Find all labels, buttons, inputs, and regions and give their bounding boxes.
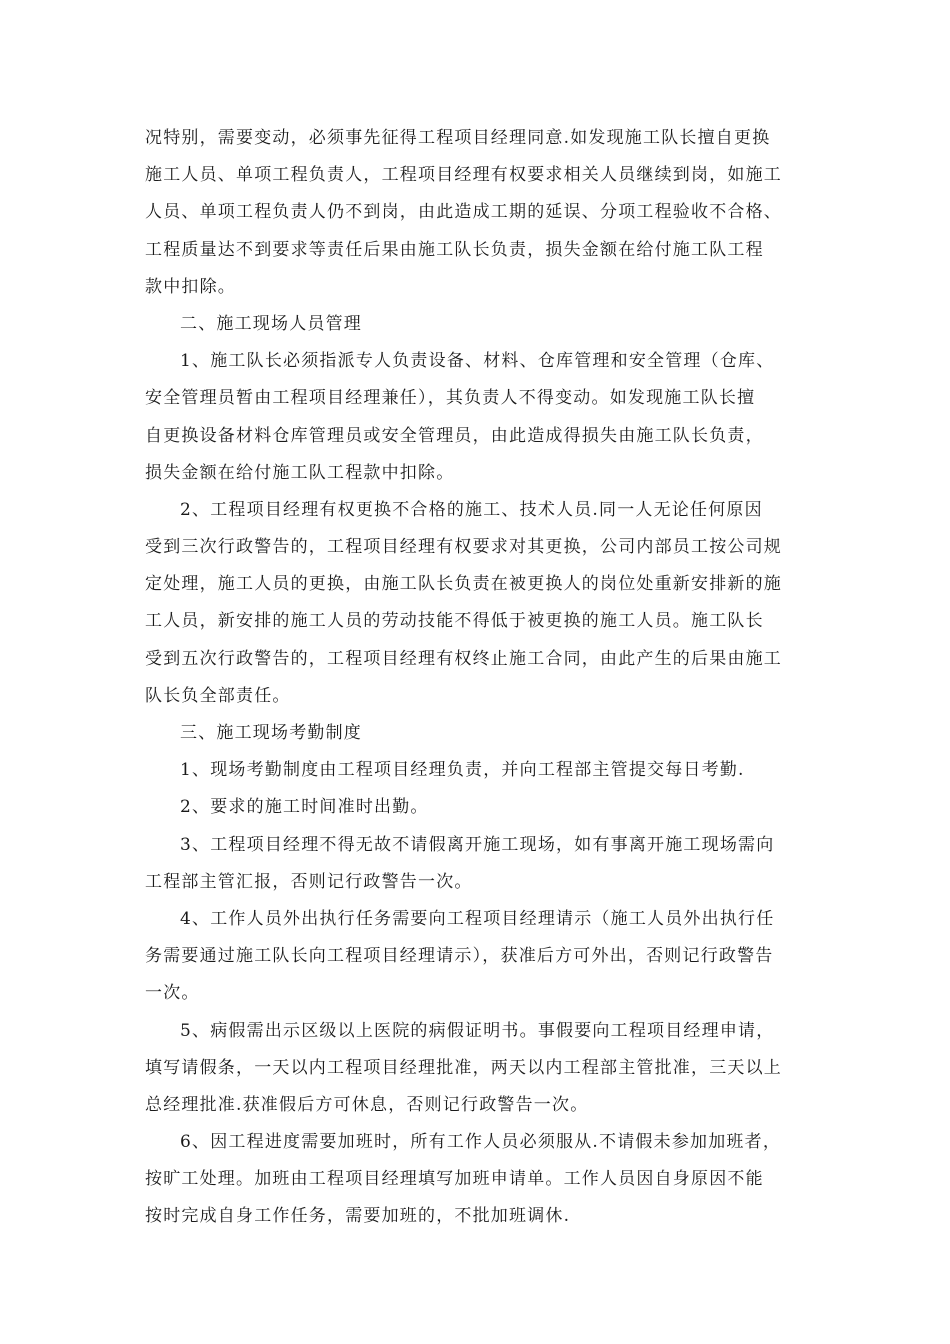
text-line: 6、因工程进度需要加班时，所有工作人员必须服从.不请假未参加加班者， [180,1132,782,1153]
section-heading: 三、施工现场考勤制度 [180,723,362,743]
text-line: 一次。 [145,983,200,1004]
text-line: 1、现场考勤制度由工程项目经理负责，并向工程部主管提交每日考勤. [180,760,745,781]
text-line: 工人员，新安排的施工人员的劳动技能不得低于被更换的施工人员。施工队长 [145,611,764,632]
text-line: 4、工作人员外出执行任务需要向工程项目经理请示（施工人员外出执行任 [180,908,775,929]
text-line: 按旷工处理。加班由工程项目经理填写加班申请单。工作人员因自身原因不能 [145,1169,764,1190]
text-line: 队长负全部责任。 [145,685,291,706]
text-line: 人员、单项工程负责人仍不到岗，由此造成工期的延误、分项工程验收不合格、 [145,202,782,223]
text-line: 自更换设备材料仓库管理员或安全管理员，由此造成得损失由施工队长负责， [145,425,764,446]
text-line: 受到三次行政警告的，工程项目经理有权要求对其更换，公司内部员工按公司规 [145,537,782,558]
text-line: 定处理，施工人员的更换，由施工队长负责在被更换人的岗位处重新安排新的施 [145,574,782,595]
text-line: 按时完成自身工作任务，需要加班的，不批加班调休. [145,1206,571,1227]
text-line: 2、工程项目经理有权更换不合格的施工、技术人员.同一人无论任何原因 [180,499,763,520]
text-line: 受到五次行政警告的，工程项目经理有权终止施工合同，由此产生的后果由施工 [145,648,782,669]
text-line: 况特别，需要变动，必须事先征得工程项目经理同意.如发现施工队长擅自更换 [145,128,771,148]
text-line: 施工人员、单项工程负责人，工程项目经理有权要求相关人员继续到岗，如施工 [145,165,782,186]
text-line: 款中扣除。 [145,276,236,297]
text-line: 损失金额在给付施工队工程款中扣除。 [145,462,455,483]
text-line: 工程质量达不到要求等责任后果由施工队长负责，损失金额在给付施工队工程 [145,239,764,260]
text-line: 填写请假条，一天以内工程项目经理批准，两天以内工程部主管批准，三天以上 [145,1057,782,1078]
text-line: 工程部主管汇报，否则记行政警告一次。 [145,871,473,892]
text-line: 2、要求的施工时间准时出勤。 [180,797,429,818]
text-line: 安全管理员暂由工程项目经理兼任），其负责人不得变动。如发现施工队长擅 [145,388,756,409]
text-line: 1、施工队长必须指派专人负责设备、材料、仓库管理和安全管理（仓库、 [180,351,775,372]
section-heading: 二、施工现场人员管理 [180,313,362,334]
text-line: 5、病假需出示区级以上医院的病假证明书。事假要向工程项目经理申请， [180,1020,775,1041]
text-line: 总经理批准.获准假后方可休息，否则记行政警告一次。 [145,1094,589,1115]
text-line: 务需要通过施工队长向工程项目经理请示），获准后方可外出，否则记行政警告 [145,946,774,967]
document-body [145,120,810,1236]
text-line: 3、工程项目经理不得无故不请假离开施工现场，如有事离开施工现场需向 [180,834,775,855]
